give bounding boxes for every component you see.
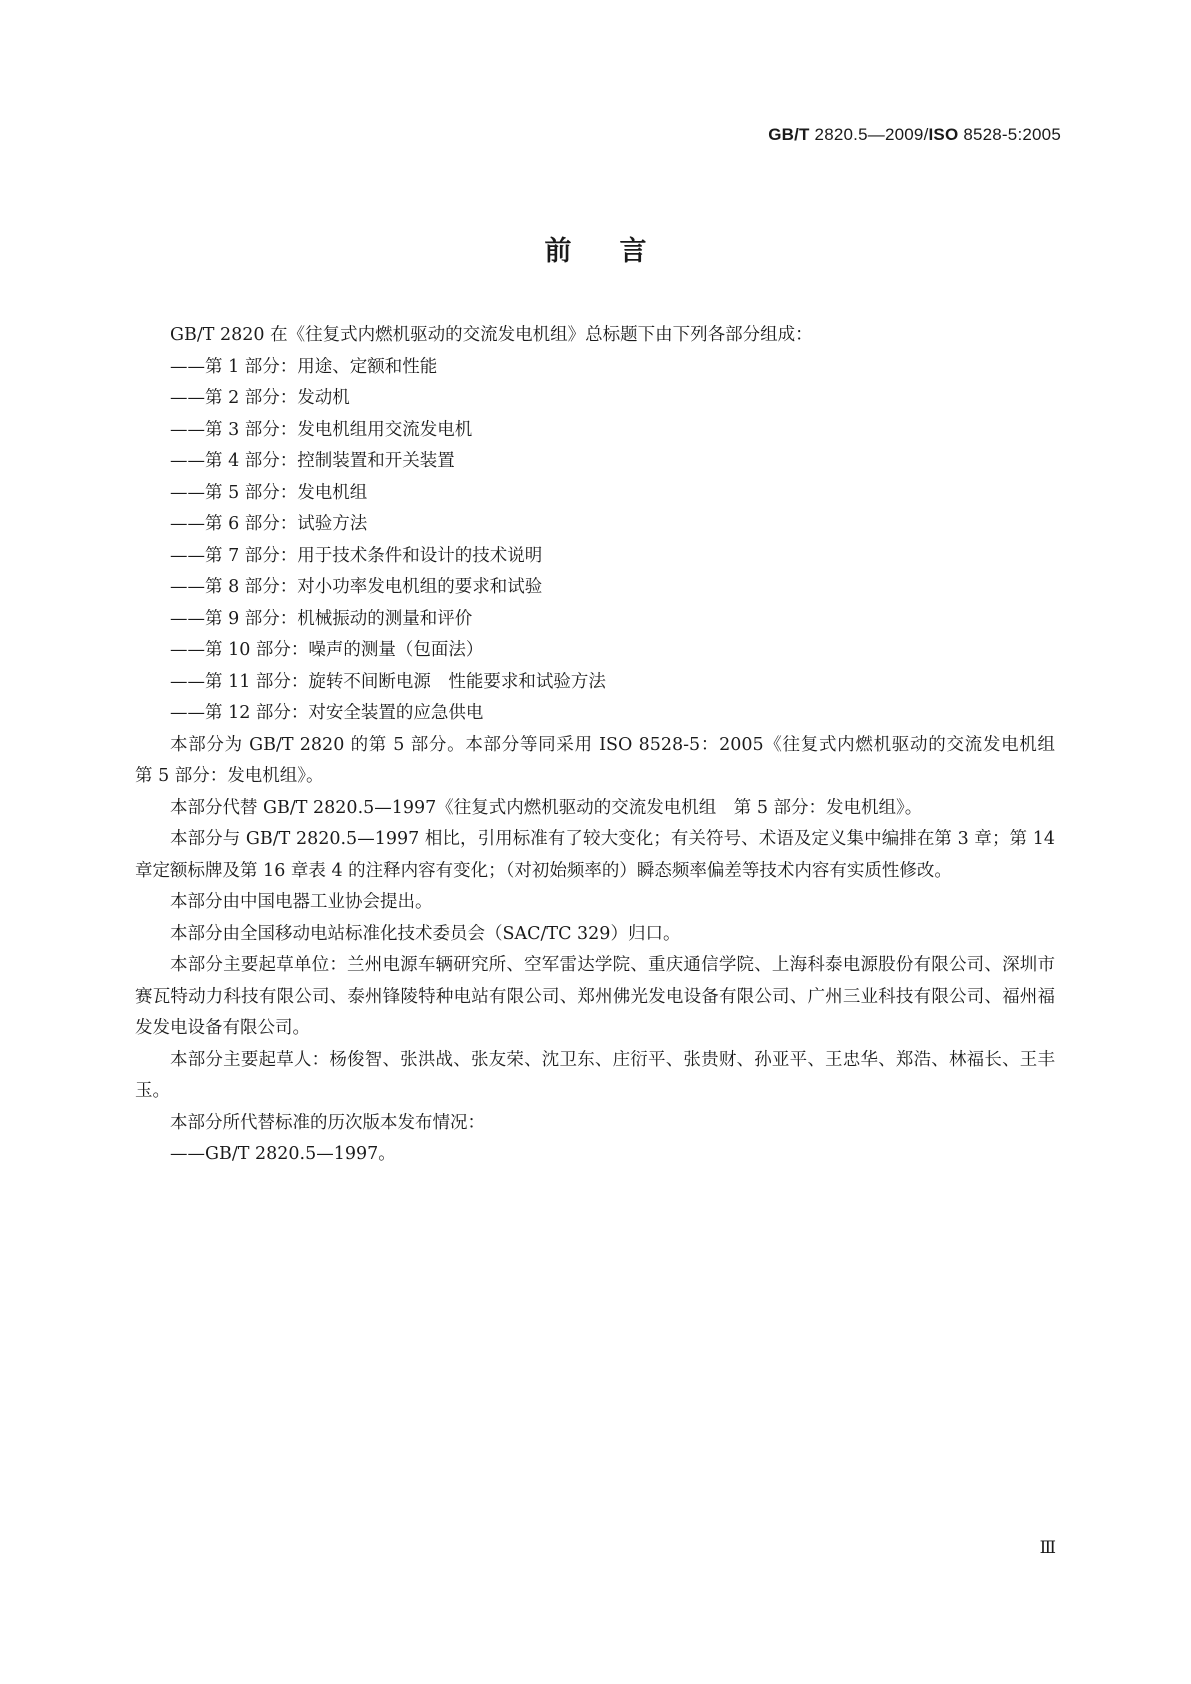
committee-paragraph: 本部分由全国移动电站标准化技术委员会（SAC/TC 329）归口。 xyxy=(170,923,681,944)
changes-paragraph: 本部分与 GB/T 2820.5—1997 相比，引用标准有了较大变化；有关符号、术语及定义集中编排在第 3 章；第 14 章定额标牌及第 16 章表 4 的注释内容有变化；（对初始频率的）瞬态频率偏差等技术内容有实质性修改。 xyxy=(135,829,1055,881)
foreword-body xyxy=(135,320,1073,1171)
list-item-part-1: ——第 1 部分：用途、定额和性能 xyxy=(170,356,438,377)
list-item-part-2: ——第 2 部分：发动机 xyxy=(170,388,350,408)
list-item-part-4: ——第 4 部分：控制装置和开关装置 xyxy=(170,451,455,471)
list-item-part-10: ——第 10 部分：噪声的测量（包面法） xyxy=(170,640,484,660)
list-item-part-11: ——第 11 部分：旋转不间断电源 性能要求和试验方法 xyxy=(170,671,606,692)
header-number-iso: 8528-5:2005 xyxy=(958,125,1061,144)
history-paragraph: 本部分所代替标准的历次版本发布情况： xyxy=(170,1112,485,1133)
standard-number-header xyxy=(768,125,1061,145)
list-item-part-8: ——第 8 部分：对小功率发电机组的要求和试验 xyxy=(170,577,543,597)
header-prefix-gbt: GB/T xyxy=(768,125,810,144)
list-item-part-5: ——第 5 部分：发电机组 xyxy=(170,482,368,503)
list-item-part-7: ——第 7 部分：用于技术条件和设计的技术说明 xyxy=(170,545,543,566)
intro-paragraph: GB/T 2820 在《往复式内燃机驱动的交流发电机组》总标题下由下列各部分组成： xyxy=(170,325,813,345)
page-title: 前言 xyxy=(544,236,695,267)
history-list-item: ——GB/T 2820.5—1997。 xyxy=(170,1144,396,1164)
header-number-gbt: 2820.5—2009/ xyxy=(809,125,929,144)
page-number: Ⅲ xyxy=(1039,1538,1056,1558)
list-item-part-3: ——第 3 部分：发电机组用交流发电机 xyxy=(170,419,473,440)
adoption-paragraph: 本部分为 GB/T 2820 的第 5 部分。本部分等同采用 ISO 8528-5：2005《往复式内燃机驱动的交流发电机组 第 5 部分：发电机组》。 xyxy=(135,734,1073,786)
drafters-paragraph: 本部分主要起草人：杨俊智、张洪战、张友荣、沈卫东、庄衍平、张贵财、孙亚平、王忠华、郑浩、林福长、王丰玉。 xyxy=(135,1049,1055,1101)
header-prefix-iso: ISO xyxy=(928,125,959,144)
list-item-part-12: ——第 12 部分：对安全装置的应急供电 xyxy=(170,703,484,723)
replacement-paragraph: 本部分代替 GB/T 2820.5—1997《往复式内燃机驱动的交流发电机组 第 5 部分：发电机组》。 xyxy=(170,797,923,818)
drafting-units-paragraph: 本部分主要起草单位：兰州电源车辆研究所、空军雷达学院、重庆通信学院、上海科泰电源股份有限公司、深圳市赛瓦特动力科技有限公司、泰州锋陵特种电站有限公司、郑州佛光发电设备有限公司、广州三业科技有限公司、福州福发发电设备有限公司。 xyxy=(135,955,1055,1038)
list-item-part-6: ——第 6 部分：试验方法 xyxy=(170,514,368,534)
list-item-part-9: ——第 9 部分：机械振动的测量和评价 xyxy=(170,608,473,629)
proposer-paragraph: 本部分由中国电器工业协会提出。 xyxy=(170,892,433,912)
